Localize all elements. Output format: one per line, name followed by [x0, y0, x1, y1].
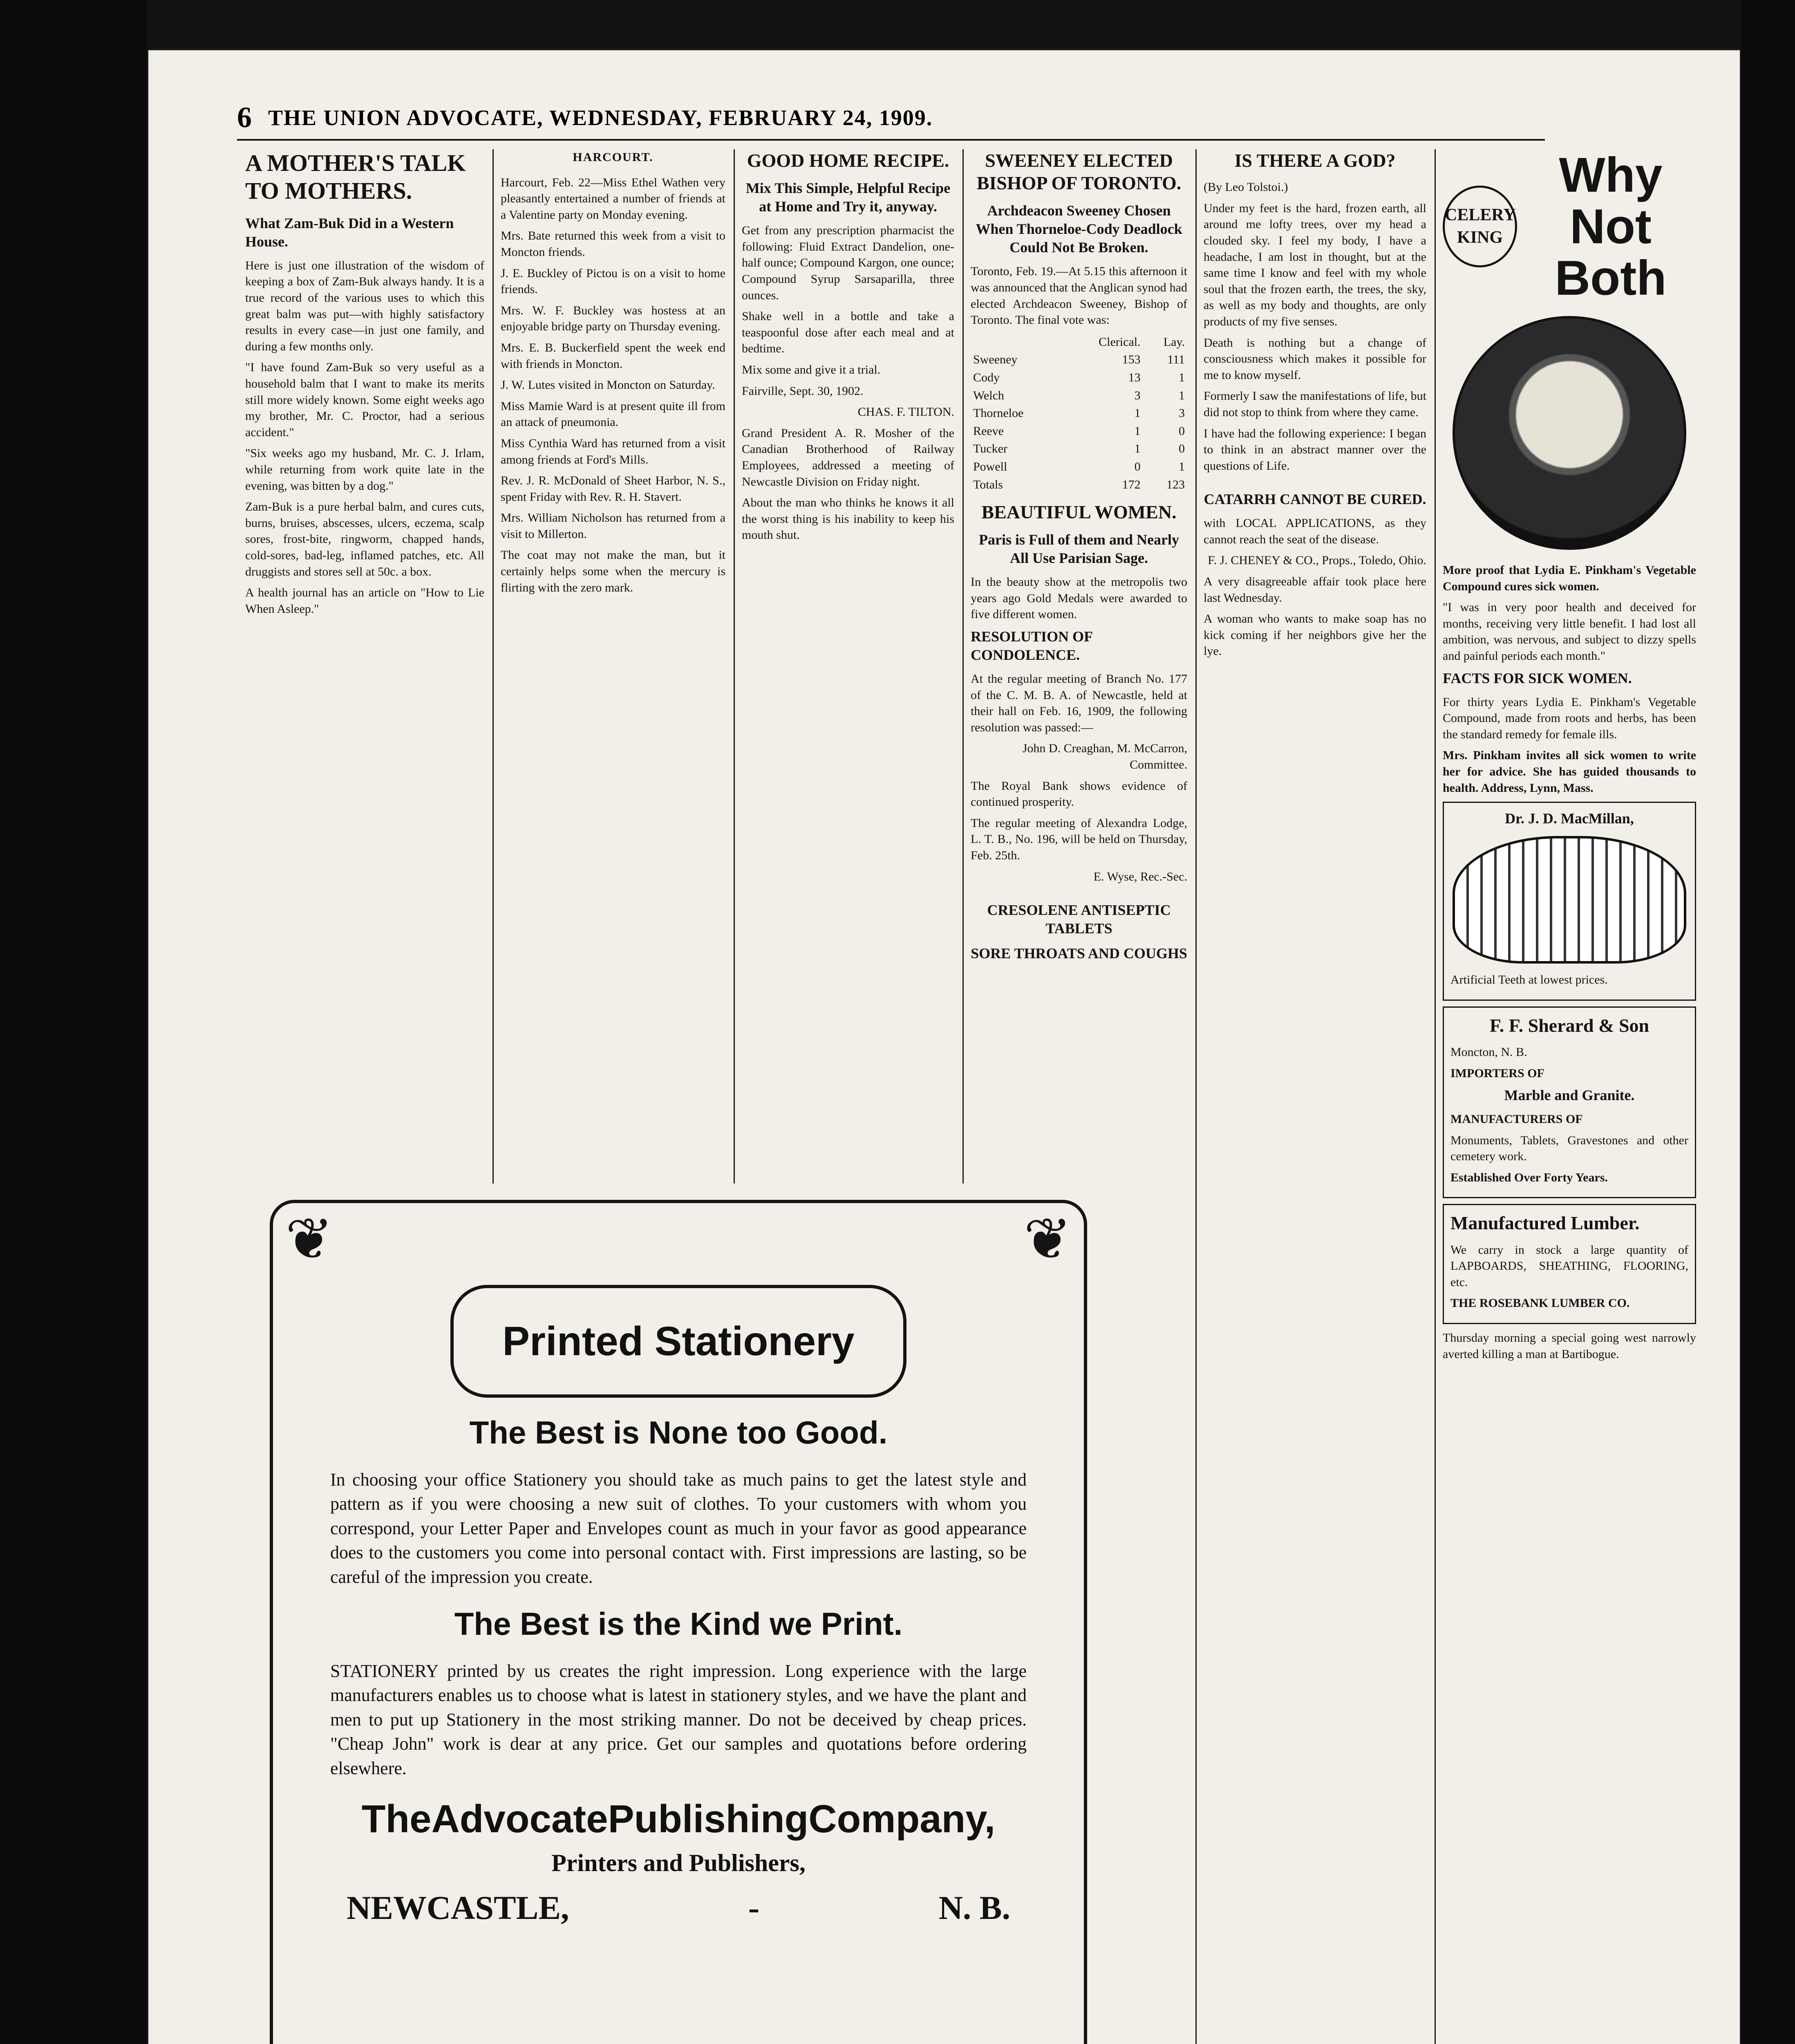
- table-header: [971, 333, 1064, 351]
- paragraph: Rev. J. R. McDonald of Sheet Harbor, N. S., spent Friday with Rev. R. H. Stavert.: [501, 474, 725, 504]
- footnote: A health journal has an article on "How to Lie When Asleep.": [245, 586, 484, 616]
- table-row: [971, 369, 1187, 387]
- scroll-ornament-icon: ❦: [1023, 1208, 1072, 1271]
- table-cell: Sweeney: [973, 353, 1018, 367]
- signature: John D. Creaghan, M. McCarron, Committee.: [1022, 742, 1187, 772]
- ad-banner: Printed Stationery: [450, 1285, 906, 1398]
- headline: RESOLUTION OF CONDOLENCE.: [971, 628, 1092, 663]
- company-name: TheAdvocatePublishingCompany,: [361, 1797, 996, 1841]
- ad-line: Monuments, Tablets, Gravestones and other cemetery work.: [1450, 1133, 1688, 1163]
- paragraph: Get from any prescription pharmacist the following: Fluid Extract Dandelion, one-half ounce; Compound Kargon, one ounce; Compound Syrup Sarsaparilla, three ounces.: [742, 224, 954, 302]
- paragraph: J. E. Buckley of Pictou is on a visit to home friends.: [501, 266, 725, 296]
- table-row: [971, 387, 1187, 405]
- column-is-there-a-god: [1204, 149, 1426, 2044]
- ad-line: IMPORTERS OF: [1450, 1066, 1544, 1080]
- paragraph: Mrs. Pinkham invites all sick women to write her for advice. She has guided thousands to health. Address, Lynn, Mass.: [1443, 749, 1696, 795]
- headline: GOOD HOME RECIPE.: [747, 150, 949, 171]
- table-cell: 3: [1134, 388, 1141, 402]
- paragraph: Miss Cynthia Ward has returned from a visit among friends at Ford's Mills.: [501, 436, 725, 466]
- paragraph: Under my feet is the hard, frozen earth, all around me lofty trees, over my head a clouded sky. I feel my body, I have a headache, I am lost in thought, but at the same time I know and feel with my whole soul that the frozen earth, the trees, the sky, as well as my body and thoughts, are only products of my five senses.: [1204, 201, 1426, 328]
- headline: CATARRH CANNOT BE CURED.: [1204, 491, 1426, 508]
- signature: CHAS. F. TILTON.: [857, 405, 954, 419]
- table-cell: 153: [1122, 353, 1141, 367]
- column-rule: [492, 149, 494, 1183]
- paragraph: Zam-Buk is a pure herbal balm, and cures cuts, burns, bruises, abscesses, ulcers, eczema, scalp sores, frost-bite, ringworm, chapped hands, cold-sores, bad-leg, inflamed patches, etc. All druggists and stores sell at 50c. a box.: [245, 500, 484, 578]
- ad-headline: F. F. Sherard & Son: [1489, 1015, 1650, 1036]
- celery-king-ad: [1443, 149, 1696, 304]
- table-header-row: [971, 333, 1187, 351]
- paragraph: "I was in very poor health and deceived for months, receiving very little benefit. I had lost all ambition, was nervous, and subject to dizzy spells and painful periods each month.": [1443, 601, 1696, 663]
- headline: SWEENEY ELECTED BISHOP OF TORONTO.: [976, 150, 1182, 194]
- ad-line: Marble and Granite.: [1504, 1087, 1635, 1104]
- ad-headline: The Best is the Kind we Print.: [454, 1605, 903, 1642]
- headline: BEAUTIFUL WOMEN.: [981, 502, 1177, 523]
- table-cell: Totals: [973, 477, 1003, 491]
- ad-line: MANUFACTURERS OF: [1450, 1112, 1583, 1126]
- table-cell: 1: [1134, 406, 1141, 420]
- table-row: [971, 404, 1187, 422]
- dentist-ad: [1443, 802, 1696, 1001]
- ad-headline: The Best is None too Good.: [469, 1414, 888, 1450]
- ad-headline: Manufactured Lumber.: [1450, 1213, 1640, 1234]
- column-harcourt: [501, 149, 725, 1183]
- column-rule: [962, 149, 964, 1183]
- headline: IS THERE A GOD?: [1234, 150, 1396, 171]
- paragraph: Mrs. E. B. Buckerfield spent the week end with friends in Moncton.: [501, 341, 725, 371]
- table-cell: 13: [1128, 370, 1141, 384]
- table-cell: Thorneloe: [973, 406, 1024, 420]
- table-cell: 3: [1179, 406, 1185, 420]
- separator: -: [748, 1889, 760, 1926]
- scroll-ornament-icon: ❦: [285, 1208, 333, 1271]
- paragraph: At the regular meeting of Branch No. 177 of the C. M. B. A. of Newcastle, held at their hall on Feb. 16, 1909, the following resolution was passed:—: [971, 672, 1187, 734]
- paragraph: For thirty years Lydia E. Pinkham's Vegetable Compound, made from roots and herbs, has been the standard remedy for female ills.: [1443, 695, 1696, 741]
- city: NEWCASTLE,: [347, 1889, 569, 1926]
- dentures-illustration: [1453, 836, 1686, 964]
- footnote: The coat may not make the man, but it certainly helps some when the mercury is flirting with the zero mark.: [501, 548, 725, 594]
- column-rule: [1435, 149, 1436, 2044]
- ad-line: THE ROSEBANK LUMBER CO.: [1450, 1296, 1630, 1310]
- paragraph: Thursday morning a special going west narrowly averted killing a man at Bartibogue.: [1443, 1331, 1696, 1361]
- paragraph: The Royal Bank shows evidence of continued prosperity.: [971, 779, 1187, 809]
- table-row: [971, 422, 1187, 440]
- table-cell: Tucker: [973, 442, 1007, 456]
- table-cell: Reeve: [973, 424, 1004, 438]
- table-cell: Cody: [973, 370, 1000, 384]
- paragraph: Toronto, Feb. 19.—At 5.15 this afternoon it was announced that the Anglican synod had elected Archdeacon Sweeney, Bishop of Toronto. The final vote was:: [971, 264, 1187, 327]
- subheadline: Archdeacon Sweeney Chosen When Thorneloe-Cody Deadlock Could Not Be Broken.: [976, 202, 1182, 256]
- company-subtitle: Printers and Publishers,: [551, 1849, 806, 1876]
- lumber-ad: [1443, 1204, 1696, 1324]
- signature: F. J. CHENEY & CO., Props., Toledo, Ohio.: [1208, 554, 1426, 567]
- ad-headline: FACTS FOR SICK WOMEN.: [1443, 670, 1632, 686]
- ad-body: In choosing your office Stationery you should take as much pains to get the latest style and pattern as if you were choosing a new suit of clothes. To your customers with whom you correspond, your Letter Paper and Envelopes count as much in your favor as good appearance does to the customers you come into personal contact with. First impressions are lasting, so be careful of the impression you create.: [330, 1470, 1027, 1587]
- column-rule: [734, 149, 735, 1183]
- paragraph: J. W. Lutes visited in Moncton on Saturday.: [501, 378, 715, 392]
- table-cell: Welch: [973, 388, 1004, 402]
- portrait-illustration: [1453, 316, 1686, 550]
- ad-line: Established Over Forty Years.: [1450, 1170, 1608, 1184]
- column-mothers-talk: [245, 149, 484, 1183]
- paragraph: Formerly I saw the manifestations of life, but did not stop to think from where they came.: [1204, 389, 1426, 419]
- column-advertisements: [1443, 149, 1696, 2044]
- table-row-total: [971, 476, 1187, 494]
- paragraph: Miss Mamie Ward is at present quite ill from an attack of pneumonia.: [501, 399, 725, 429]
- headline: CRESOLENE ANTISEPTIC TABLETS: [987, 902, 1171, 937]
- table-cell: 1: [1134, 442, 1141, 456]
- table-row: [971, 351, 1187, 369]
- masthead-title: THE UNION ADVOCATE, WEDNESDAY, FEBRUARY 24, 1909.: [268, 105, 933, 130]
- table-cell: 172: [1122, 477, 1141, 491]
- paragraph: The regular meeting of Alexandra Lodge, L. T. B., No. 196, will be held on Thursday, Feb. 25th.: [971, 816, 1187, 862]
- paragraph: Death is nothing but a change of consciousness which makes it possible for me to know myself.: [1204, 336, 1426, 382]
- table-cell: 1: [1179, 459, 1185, 473]
- paragraph: I have had the following experience: I began to think in an abstract manner over the questions of Life.: [1204, 426, 1426, 473]
- paragraph: with LOCAL APPLICATIONS, as they cannot reach the seat of the disease.: [1204, 516, 1426, 546]
- paragraph: We carry in stock a large quantity of LAPBOARDS, SHEATHING, FLOORING, etc.: [1450, 1243, 1688, 1289]
- paragraph: A very disagreeable affair took place here last Wednesday.: [1204, 575, 1426, 605]
- table-cell: 111: [1167, 353, 1185, 367]
- table-row: [971, 458, 1187, 476]
- table-cell: Powell: [973, 459, 1007, 473]
- byline: (By Leo Tolstoi.): [1204, 180, 1288, 194]
- table-header: Clerical.: [1099, 335, 1141, 349]
- paragraph: Mix some and give it a trial.: [742, 363, 881, 377]
- ad-line: Moncton, N. B.: [1450, 1045, 1527, 1059]
- signature: E. Wyse, Rec.-Sec.: [1093, 870, 1187, 883]
- footnote: About the man who thinks he knows it all the worst thing is his inability to keep his mouth shut.: [742, 496, 954, 542]
- paragraph: Harcourt, Feb. 22—Miss Ethel Wathen very pleasantly entertained a number of friends at a Valentine party on Monday evening.: [501, 175, 725, 222]
- scan-gutter-right: [1741, 0, 1795, 2044]
- paragraph: A woman who wants to make soap has no kick coming if her neighbors give her the lye.: [1204, 612, 1426, 658]
- table-cell: 0: [1134, 459, 1141, 473]
- page-number: 6: [237, 101, 252, 134]
- vote-table: [971, 333, 1187, 493]
- subheadline: SORE THROATS AND COUGHS: [971, 945, 1187, 962]
- paragraph: Here is just one illustration of the wisdom of keeping a box of Zam-Buk always handy. It is a true record of the various uses to which this great balm was put—with highly satisfactory results in every case—in just one family, and during a few months only.: [245, 258, 484, 353]
- paragraph: Grand President A. R. Mosher of the Canadian Brotherhood of Railway Employees, addressed a meeting of Newcastle Division on Friday night.: [742, 426, 954, 489]
- company-location: [330, 1889, 1027, 1927]
- stationery-advertisement: [270, 1200, 1087, 2044]
- ad-slogan: Why Not Both: [1555, 149, 1667, 305]
- subheadline: Mix This Simple, Helpful Recipe at Home and Try it, anyway.: [745, 180, 951, 215]
- ad-headline: More proof that Lydia E. Pinkham's Vegetable Compound cures sick women.: [1443, 563, 1696, 593]
- masthead: [237, 96, 1545, 141]
- newspaper-page: [147, 49, 1741, 2044]
- paragraph: In the beauty show at the metropolis two years ago Gold Medals were awarded to five different women.: [971, 575, 1187, 621]
- table-cell: 1: [1134, 424, 1141, 438]
- paragraph: "I have found Zam-Buk so very useful as a household balm that I want to make its merits still more widely known. Some eight weeks ago my brother, Mr. C. Proctor, had a serious accident.": [245, 361, 484, 439]
- celery-king-badge: CELERY KING: [1443, 186, 1517, 267]
- table-cell: 0: [1179, 424, 1185, 438]
- table-cell: 1: [1179, 370, 1185, 384]
- table-cell: 0: [1179, 442, 1185, 456]
- paragraph: Mrs. William Nicholson has returned from a visit to Millerton.: [501, 511, 725, 541]
- paragraph: Shake well in a bottle and take a teaspoonful dose after each meal and at bedtime.: [742, 309, 954, 356]
- headline: HARCOURT.: [573, 150, 654, 164]
- headline: A MOTHER'S TALK TO MOTHERS.: [245, 150, 466, 204]
- paragraph: Artificial Teeth at lowest prices.: [1450, 973, 1608, 987]
- table-cell: 1: [1179, 388, 1185, 402]
- paragraph: Mrs. Bate returned this week from a visit to Moncton friends.: [501, 229, 725, 259]
- province: N. B.: [938, 1889, 1010, 1926]
- paragraph: Mrs. W. F. Buckley was hostess at an enjoyable bridge party on Thursday evening.: [501, 303, 725, 334]
- subheadline: What Zam-Buk Did in a Western House.: [245, 215, 454, 250]
- column-rule: [1195, 149, 1197, 2044]
- table-cell: 123: [1166, 477, 1185, 491]
- paragraph: "Six weeks ago my husband, Mr. C. J. Irlam, while returning from work quite late in the evening, was bitten by a dog.": [245, 446, 484, 493]
- scan-gutter-left: [0, 0, 147, 2044]
- column-home-recipe: [742, 149, 954, 1183]
- table-row: [971, 440, 1187, 458]
- table-header: Lay.: [1163, 335, 1185, 349]
- ad-headline: Dr. J. D. MacMillan,: [1505, 810, 1634, 827]
- ad-body: STATIONERY printed by us creates the right impression. Long experience with the large manufacturers enables us to choose what is latest in stationery styles, and we have the plant and men to put up Stationery in the most striking manner. Do not be deceived by cheap prices. "Cheap John" work is dear at any price. Get our samples and quotations before ordering elsewhere.: [330, 1661, 1027, 1778]
- sherard-ad: [1443, 1006, 1696, 1199]
- letter-place: Fairville, Sept. 30, 1902.: [742, 384, 864, 398]
- subheadline: Paris is Full of them and Nearly All Use Parisian Sage.: [979, 531, 1179, 567]
